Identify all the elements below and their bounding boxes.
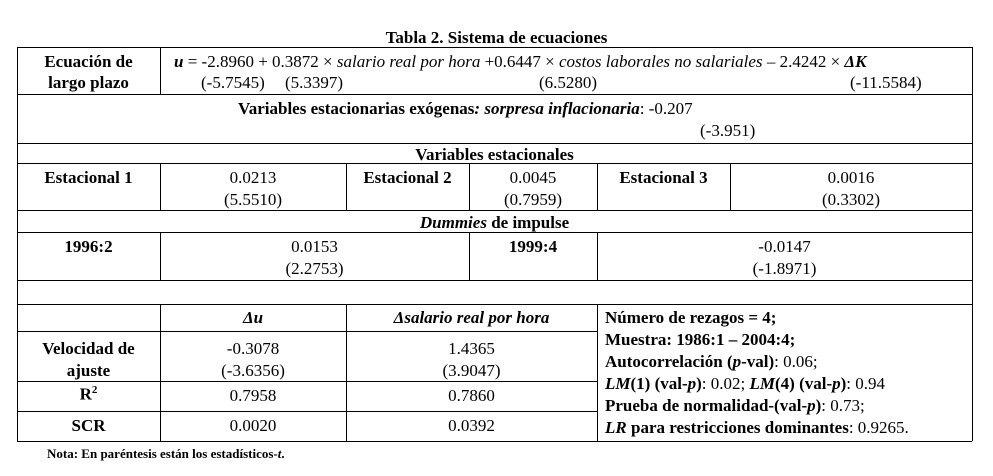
- stat-autocorr: [605, 352, 818, 372]
- seasonal-value: 0.0016: [827, 168, 875, 187]
- dummy-value: -0.0147: [758, 237, 811, 256]
- r2-value: 0.7860: [448, 386, 495, 405]
- exog-variable: : sorpresa inflacionaria: [474, 99, 640, 118]
- rule: [972, 47, 973, 441]
- stat-normality: [605, 396, 865, 416]
- table-title: Tabla 2. Sistema de ecuaciones: [385, 28, 608, 47]
- stat-value: : 0.06;: [774, 352, 818, 371]
- stat-label: Prueba de normalidad-(val-: [605, 396, 808, 415]
- longrun-label-1: Ecuación de: [44, 52, 133, 71]
- r2-text: R: [79, 384, 92, 404]
- scr-value: 0.0392: [448, 416, 495, 435]
- stat-value: : 0.9265.: [848, 418, 909, 437]
- seasonal-value: 0.0213: [229, 168, 277, 187]
- longrun-tstat: (5.3397): [285, 73, 344, 92]
- longrun-tstat: (-11.5584): [850, 73, 922, 92]
- seasonal-label: Estacional 2: [363, 168, 452, 187]
- eq-term: salario real por hora: [336, 52, 481, 71]
- stat-value: : 0.02;: [701, 374, 750, 393]
- speed-label-1: Velocidad de: [42, 339, 135, 358]
- stat-label: -val): [741, 352, 775, 371]
- eq-part: = -2.8960 + 0.3872 ×: [183, 52, 337, 71]
- rule: [17, 210, 972, 211]
- note-t: t: [277, 446, 282, 461]
- stat-label: (4) (val-: [775, 374, 833, 393]
- stat-value: : 0.73;: [821, 396, 865, 415]
- dummy-tstat: (-1.8971): [752, 259, 817, 278]
- stat-lm-label: LM: [605, 374, 631, 393]
- exog-line: [238, 99, 693, 119]
- stat-lm: [605, 374, 885, 394]
- note-text: Nota: En paréntesis están los estadísticos-: [47, 446, 278, 461]
- scr-label: SCR: [71, 416, 106, 435]
- col-header-text: Δsalario real por hora: [393, 308, 550, 327]
- col-header-dsalario: [346, 308, 597, 328]
- stat-p: p: [807, 396, 816, 415]
- speed-tstat: (-3.6356): [221, 361, 285, 380]
- stat-p: p: [687, 374, 697, 393]
- eq-term: costos laborales no salariales: [559, 52, 763, 71]
- longrun-label-2: largo plazo: [48, 73, 129, 92]
- seasonal-tstat: (0.7959): [503, 190, 563, 209]
- seasonal-label: Estacional 3: [619, 168, 708, 187]
- speed-label-2: ajuste: [66, 361, 111, 380]
- rule: [17, 94, 972, 95]
- r2-sup: 2: [91, 384, 98, 396]
- eq-part: – 2.4242 ×: [762, 52, 845, 71]
- col-header-text: Δu: [242, 308, 264, 327]
- stat-label: (1) (val-: [630, 374, 688, 393]
- eq-u: u: [174, 52, 184, 71]
- dummies-header: [17, 213, 972, 233]
- eq-part: +0.6447 ×: [480, 52, 560, 71]
- stat-p: p: [832, 374, 841, 393]
- dummy-value: 0.0153: [291, 237, 338, 256]
- exog-tstat: (-3.951): [700, 121, 756, 140]
- stat-label: ): [840, 374, 847, 393]
- exog-prefix: Variables estacionarias exógenas: [238, 99, 475, 118]
- dummies-rest: de impulse: [486, 213, 570, 232]
- longrun-tstat: (6.5280): [539, 73, 598, 92]
- speed-value: -0.3078: [226, 339, 280, 358]
- stat-label: ): [696, 374, 702, 393]
- rule: [597, 304, 598, 441]
- scr-value: 0.0020: [229, 416, 277, 435]
- r2-label: [17, 384, 160, 405]
- rule: [160, 47, 161, 94]
- longrun-equation: [174, 52, 866, 72]
- seasonal-tstat: (0.3302): [821, 190, 881, 209]
- rule: [17, 411, 597, 412]
- seasonal-header: Variables estacionales: [415, 145, 574, 164]
- table-note: [47, 446, 285, 462]
- dummy-label: 1999:4: [508, 237, 558, 256]
- speed-value: 1.4365: [448, 339, 495, 358]
- col-header-du: [160, 308, 346, 328]
- seasonal-value: 0.0045: [509, 168, 557, 187]
- longrun-tstat: (-5.7545): [201, 73, 265, 92]
- seasonal-label: Estacional 1: [44, 168, 133, 187]
- speed-tstat: (3.9047): [442, 361, 501, 380]
- stat-value: : 0.94: [846, 374, 886, 393]
- dummy-label: 1996:2: [64, 237, 113, 256]
- stat-label: ): [815, 396, 822, 415]
- seasonal-tstat: (5.5510): [223, 190, 283, 209]
- stat-label: Autocorrelación (: [605, 352, 733, 371]
- stat-lr: [605, 418, 909, 438]
- stat-p: p: [732, 352, 742, 371]
- rule: [17, 143, 972, 144]
- rule: [17, 280, 972, 281]
- r2-value: 0.7958: [229, 386, 277, 405]
- note-end: .: [281, 446, 285, 461]
- stat-lags: Número de rezagos = 4;: [605, 308, 777, 327]
- dummies-italic: Dummies: [419, 213, 487, 232]
- exog-value: : -0.207: [639, 99, 693, 118]
- rule: [17, 331, 597, 332]
- stat-lm-label: LM: [749, 374, 775, 393]
- rule: [17, 381, 597, 382]
- rule: [17, 441, 972, 442]
- stat-lr-label: LR: [605, 418, 627, 437]
- eq-term: ΔK: [844, 52, 867, 71]
- dummy-tstat: (2.2753): [285, 259, 344, 278]
- stat-sample: Muestra: 1986:1 – 2004:4;: [605, 330, 796, 349]
- stat-label: para restricciones dominantes: [626, 418, 849, 437]
